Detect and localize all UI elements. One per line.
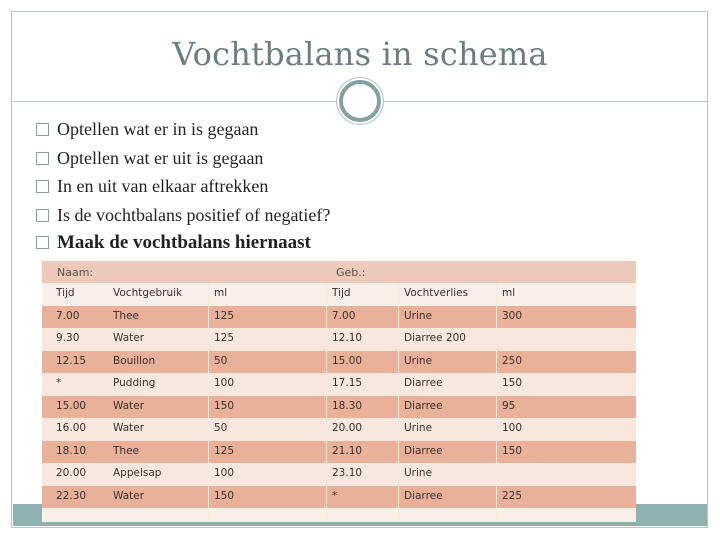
table-cell: 7.00	[56, 309, 80, 322]
table-cell: Diarree	[404, 377, 443, 389]
geb-label: Geb.:	[336, 266, 366, 279]
bullet-item: Maak de vochtbalans hiernaast	[36, 229, 330, 258]
table-cell: Diarree	[404, 489, 443, 502]
table-cell: Urine	[404, 422, 433, 434]
table-cell: 9.30	[56, 332, 80, 344]
table-row	[42, 373, 636, 396]
title-divider-left	[13, 101, 340, 102]
column-header: Tijd	[332, 287, 351, 299]
table-cell: 50	[214, 354, 228, 367]
table-cell: 17.15	[332, 377, 363, 389]
table-cell: 7.00	[332, 309, 356, 322]
form-header	[42, 261, 636, 283]
table-cell: Thee	[113, 309, 139, 322]
table-cell: Urine	[404, 467, 433, 479]
column-header: ml	[214, 287, 228, 299]
table-cell: 250	[502, 354, 523, 367]
table-cell: Appelsap	[113, 467, 162, 479]
table-row	[42, 328, 636, 351]
table-cell: 12.15	[56, 354, 87, 367]
table-cell: Urine	[404, 354, 433, 367]
table-header-row	[42, 283, 636, 306]
bullet-item: Is de vochtbalans positief of negatief?	[36, 201, 330, 230]
table-cell: 150	[214, 489, 235, 502]
table-cell: 18.30	[332, 399, 363, 412]
table-cell: 22.30	[56, 489, 87, 502]
table-row	[42, 463, 636, 486]
checkbox-bullet-icon	[36, 152, 49, 165]
table-cell: Bouillon	[113, 354, 156, 367]
table-cell: Diarree 200	[404, 332, 466, 344]
table-cell: Water	[113, 399, 145, 412]
bullet-item: Optellen wat er uit is gegaan	[36, 144, 330, 173]
table-row	[42, 396, 636, 419]
bullet-item: Optellen wat er in is gegaan	[36, 115, 330, 144]
column-separator	[398, 283, 399, 522]
table-cell: Pudding	[113, 377, 156, 389]
table-cell: 15.00	[56, 399, 87, 412]
table-cell: 12.10	[332, 332, 363, 344]
checkbox-bullet-icon	[36, 123, 49, 136]
table-cell: 300	[502, 309, 523, 322]
column-header: Tijd	[56, 287, 75, 299]
table-row	[42, 441, 636, 464]
table-cell: 16.00	[56, 422, 87, 434]
table-cell: 20.00	[332, 422, 363, 434]
table-row	[42, 306, 636, 329]
checkbox-bullet-icon	[36, 209, 49, 222]
table-cell: *	[332, 489, 338, 502]
table-cell: 18.10	[56, 444, 87, 457]
circle-ornament-icon	[339, 80, 381, 122]
column-header: Vochtgebruik	[113, 287, 183, 299]
fluid-balance-form-image	[42, 261, 636, 522]
bullet-list	[36, 115, 330, 258]
slide-title: Vochtbalans in schema	[172, 35, 548, 73]
column-separator	[326, 283, 327, 522]
table-cell: 50	[214, 422, 228, 434]
checkbox-bullet-icon	[36, 180, 49, 193]
table-cell: 125	[214, 444, 235, 457]
table-cell: Water	[113, 422, 145, 434]
table-row	[42, 486, 636, 509]
column-header: ml	[502, 287, 516, 299]
table-cell: 15.00	[332, 354, 363, 367]
checkbox-bullet-icon	[36, 236, 49, 249]
table-cell: 150	[502, 444, 523, 457]
table-cell: Diarree	[404, 444, 443, 457]
table-cell: Urine	[404, 309, 433, 322]
table-cell: 125	[214, 332, 235, 344]
table-cell: Water	[113, 489, 145, 502]
table-cell: *	[56, 377, 62, 389]
table-cell: 100	[214, 467, 235, 479]
title-divider-right	[380, 101, 707, 102]
table-row	[42, 418, 636, 441]
table-cell: 225	[502, 489, 523, 502]
column-separator	[208, 283, 209, 522]
table-cell: 150	[214, 399, 235, 412]
column-header: Vochtverlies	[404, 287, 469, 299]
table-cell: Diarree	[404, 399, 443, 412]
table-cell: 23.10	[332, 467, 363, 479]
bullet-item: In en uit van elkaar aftrekken	[36, 172, 330, 201]
table-cell: 21.10	[332, 444, 363, 457]
table-cell: 100	[214, 377, 235, 389]
table-cell: Water	[113, 332, 145, 344]
table-cell: 100	[502, 422, 523, 434]
table-cell: 20.00	[56, 467, 87, 479]
naam-label: Naam:	[57, 266, 94, 279]
table-cell: 125	[214, 309, 235, 322]
table-cell: 150	[502, 377, 523, 389]
table-cell: 95	[502, 399, 516, 412]
table-cell: Thee	[113, 444, 139, 457]
table-row	[42, 351, 636, 374]
column-separator	[496, 283, 497, 522]
